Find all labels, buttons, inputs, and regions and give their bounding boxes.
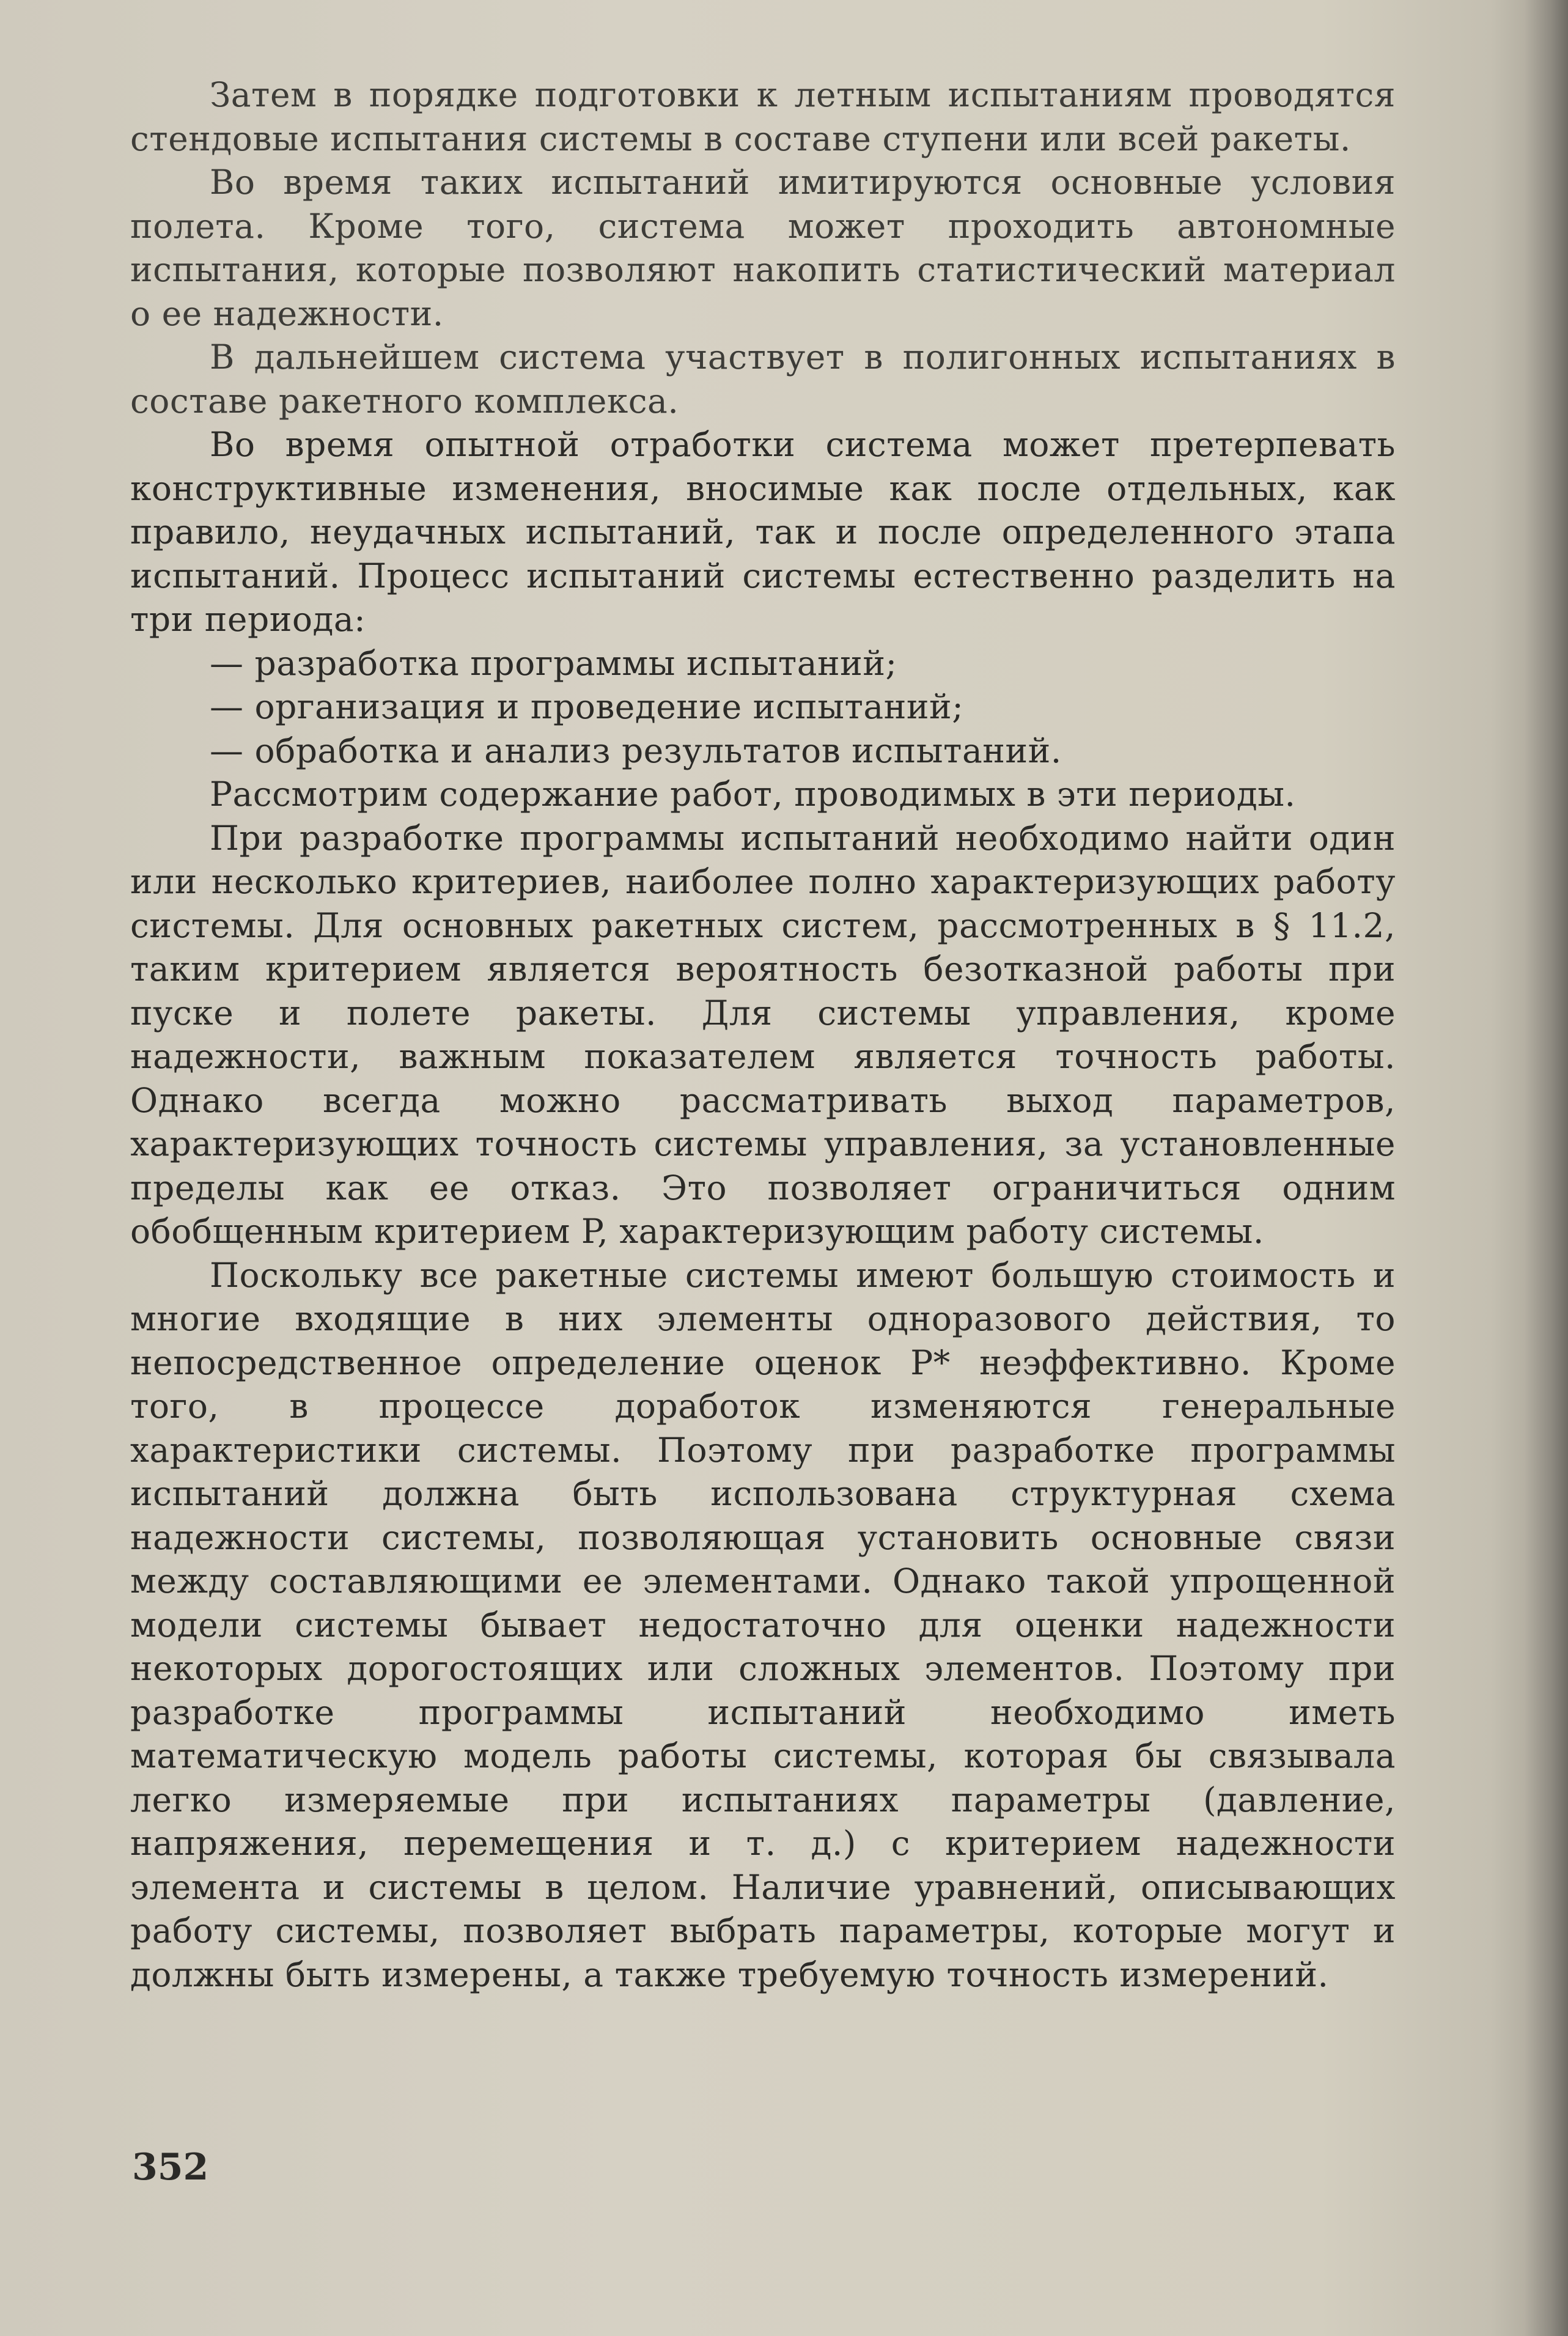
list-item-period-2: — организация и проведение испытаний; — [210, 685, 1396, 729]
paragraph-math-model: Поскольку все ракетные системы имеют большую стоимость и многие входящие в них элементы одноразового действия, то непосредственное определение оценок P* неэффективно. Кроме того, в процессе доработок изменяются генеральные характеристики системы. Поэтому при разработке программы испытаний должна быть использована структурная схема надежности системы, позволяющая установить основные связи между составляющими ее элементами. Однако такой упрощенной модели системы бывает недостаточно для оценки надежности некоторых дорогостоящих или сложных элементов. Поэтому при разработке программы испытаний необходимо иметь математическую модель работы системы, которая бы связывала легко измеряемые при испытаниях параметры (давление, напряжения, перемещения и т. д.) с критерием надежности элемента и системы в целом. Наличие уравнений, описывающих работу системы, позволяет выбрать параметры, которые могут и должны быть измерены, а также требуемую точность измерений. — [130, 1255, 1396, 1994]
paragraph-test-program-criteria: При разработке программы испытаний необходимо найти один или несколько критериев, наиболее полно характеризующих работу системы. Для основных ракетных систем, рассмотренных в § 11.2, таким критерием является вероятность безотказной работы при пуске и полете ракеты. Для системы управления, кроме надежности, важным показателем является точность работы. Однако всегда можно рассматривать выход параметров, характеризующих точность системы управления, за установленные пределы как ее отказ. Это позволяет ограничиться одним обобщенным критерием P, характеризующим работу системы. — [130, 818, 1396, 1251]
list-item-period-1: — разработка программы испытаний; — [210, 642, 1396, 686]
list-item-period-3: — обработка и анализ результатов испытаний. — [210, 729, 1396, 773]
paragraph-range-tests: В дальнейшем система участвует в полигонных испытаниях в составе ракетного комплекса. — [130, 337, 1396, 421]
paragraph-flight-conditions: Во время таких испытаний имитируются основные условия полета. Кроме того, система может проходить автономные испытания, которые позволяют накопить статистический материал о ее надежности. — [130, 163, 1396, 333]
test-periods-list — [130, 642, 1396, 773]
page-body-text — [130, 73, 1396, 1997]
book-gutter — [1525, 0, 1568, 2336]
paragraph-bench-tests: Затем в порядке подготовки к летным испытаниям проводятся стендовые испытания системы в составе ступени или всей ракеты. — [130, 75, 1396, 158]
paragraph-design-changes: Во время опытной отработки система может претерпевать конструктивные изменения, вносимые как после отдельных, как правило, неудачных испытаний, так и после определенного этапа испытаний. Процесс испытаний системы естественно разделить на три периода: — [130, 425, 1396, 639]
paragraph-consider-work: Рассмотрим содержание работ, проводимых в эти периоды. — [210, 775, 1296, 814]
page-number: 352 — [132, 2146, 209, 2189]
